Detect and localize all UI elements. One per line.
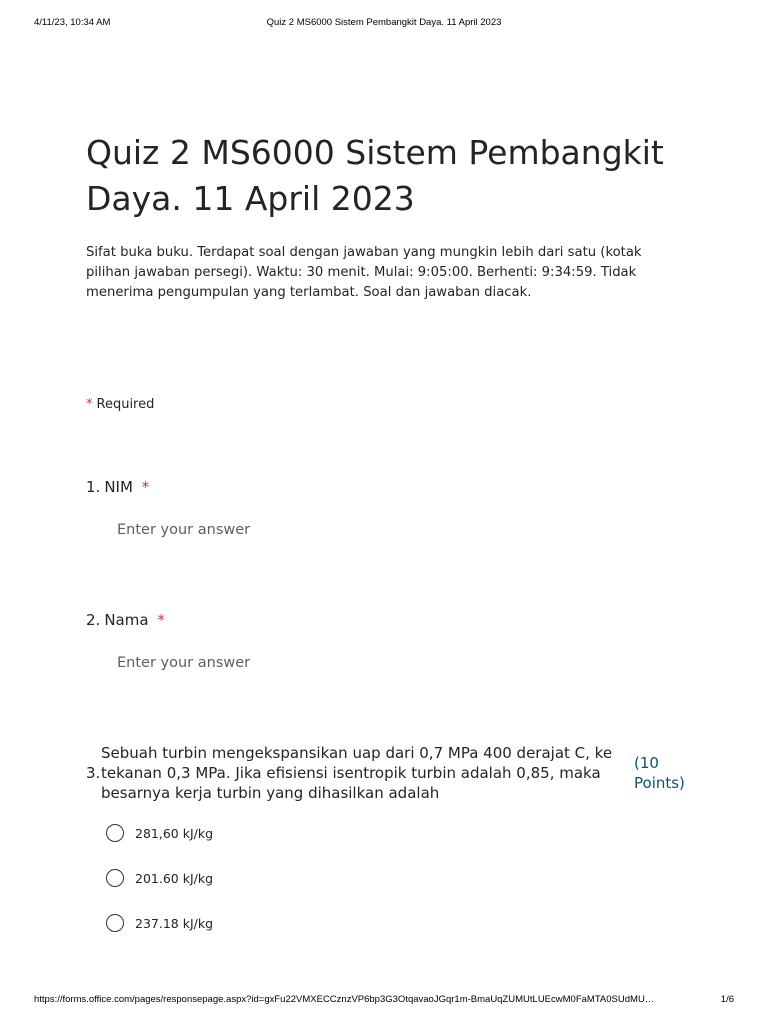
question-2-title: [86, 611, 169, 629]
option-201-60[interactable]: [106, 867, 213, 889]
option-label: 281,60 kJ/kg: [135, 825, 214, 841]
question-1-number: 1.: [86, 478, 101, 496]
print-footer: [0, 994, 768, 1008]
print-doc-title: Quiz 2 MS6000 Sistem Pembangkit Daya. 11 April 2023: [266, 17, 502, 28]
radio-button[interactable]: [106, 824, 124, 842]
question-3-number: 3.: [86, 764, 101, 782]
nama-input[interactable]: [102, 648, 677, 678]
print-header: [0, 17, 768, 31]
question-1-required-asterisk: *: [141, 478, 150, 496]
question-2-label: Nama: [104, 611, 149, 629]
form-title: Quiz 2 MS6000 Sistem Pembangkit Daya. 11 April 2023: [86, 133, 664, 218]
option-label: 237.18 kJ/kg: [135, 915, 214, 931]
question-1-label: NIM: [104, 478, 133, 496]
print-url: https://forms.office.com/pages/responsepage.aspx?id=gxFu22VMXECCznzVP6bp3G3OtqavaoJGqr1m-BmaUqZUMUtLUEcwM0FaMTA0SUdMU…: [34, 994, 655, 1005]
question-2-required-asterisk: *: [157, 611, 165, 629]
question-2-number: 2.: [86, 611, 101, 629]
option-label: 201.60 kJ/kg: [135, 870, 214, 886]
option-237-18[interactable]: [106, 912, 213, 934]
question-3-text: Sebuah turbin mengekspansikan uap dari 0,7 MPa 400 derajat C, ke tekanan 0,3 MPa. Jika efisiensi isentropik turbin adalah 0,85, maka besarnya kerja turbin yang dihasilkan adalah: [101, 744, 613, 802]
radio-button[interactable]: [106, 869, 124, 887]
required-label: Required: [96, 397, 155, 412]
nim-input[interactable]: [102, 515, 677, 545]
required-asterisk: *: [86, 397, 93, 412]
radio-button[interactable]: [106, 914, 124, 932]
question-3-points: (10 Points): [634, 754, 685, 792]
required-note: [86, 397, 154, 412]
print-page-number: 1/6: [720, 994, 734, 1005]
form-description: Sifat buka buku. Terdapat soal dengan jawaban yang mungkin lebih dari satu (kotak pilihan jawaban persegi). Waktu: 30 menit. Mulai: 9:05:00. Berhenti: 9:34:59. Tidak menerima pengumpulan yang terlambat. Soal dan jawaban diacak.: [86, 245, 642, 300]
option-281-60[interactable]: [106, 822, 213, 844]
print-datetime: 4/11/23, 10:34 AM: [34, 17, 111, 28]
question-1-title: [86, 478, 153, 496]
